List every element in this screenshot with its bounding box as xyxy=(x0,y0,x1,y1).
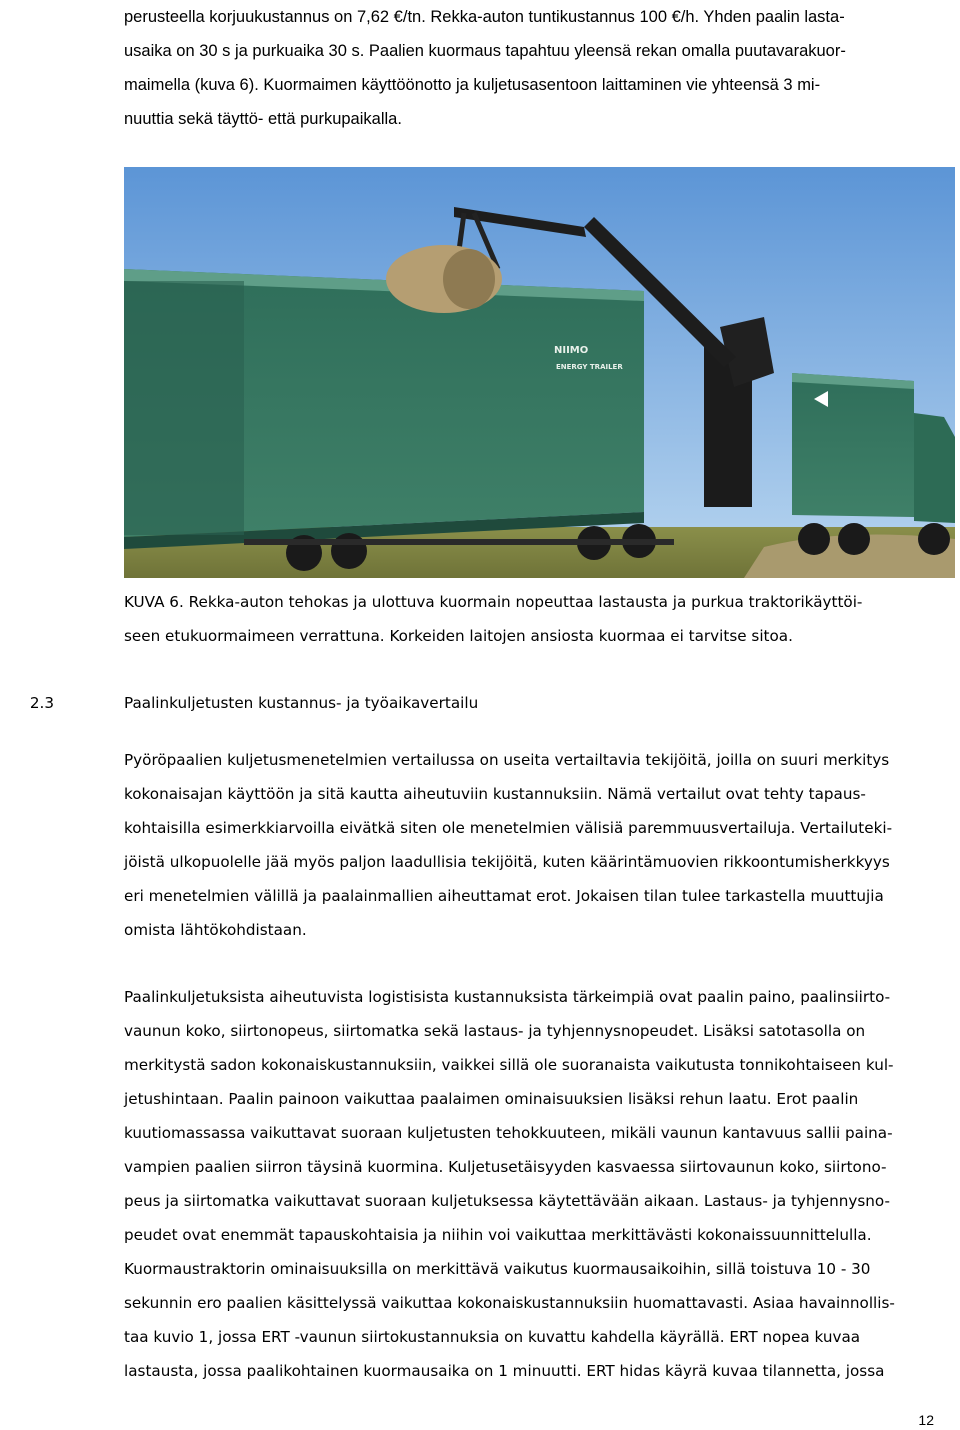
caption-line: KUVA 6. Rekka-auton tehokas ja ulottuva kuormain nopeuttaa lastausta ja purkua traktorikäyttöi- xyxy=(124,593,863,611)
text-line: Kuormaustraktorin ominaisuuksilla on merkittävä vaikutus kuormausaikoihin, sillä toistuva 10 - 30 xyxy=(124,1260,871,1278)
body-paragraph-2 xyxy=(124,980,954,1388)
text-line: lastausta, jossa paalikohtainen kuormausaika on 1 minuutti. ERT hidas käyrä kuvaa tilannetta, jossa xyxy=(124,1362,885,1380)
truck-cab xyxy=(914,413,955,523)
text-line: taa kuvio 1, jossa ERT -vaunun siirtokustannuksia on kuvattu kahdella käyrällä. ERT nopea kuvaa xyxy=(124,1328,861,1346)
section-title: Paalinkuljetusten kustannus- ja työaikavertailu xyxy=(124,694,479,712)
text-line: perusteella korjuukustannus on 7,62 €/tn. Rekka-auton tuntikustannus 100 €/h. Yhden paalin lasta- xyxy=(124,8,845,26)
body-paragraph-1 xyxy=(124,743,954,947)
text-line: jetushintaan. Paalin painoon vaikuttaa paalaimen ominaisuuksien lisäksi rehun laatu. Erot paalin xyxy=(124,1090,859,1108)
text-line: peudet ovat enemmät tapauskohtaisia ja niihin voi vaikuttaa merkittävästi kokonaissuunnittelulla. xyxy=(124,1226,872,1244)
trailer-brand: NIIMO xyxy=(554,345,589,356)
text-line: Paalinkuljetuksista aiheutuvista logistisista kustannuksista tärkeimpiä ovat paalin paino, paalinsiirto- xyxy=(124,988,891,1006)
section-heading xyxy=(29,686,954,720)
text-line: usaika on 30 s ja purkuaika 30 s. Paalien kuormaus tapahtuu yleensä rekan omalla puutavarakuor- xyxy=(124,42,846,60)
text-line: merkitystä sadon kokonaiskustannuksiin, vaikkei sillä ole suoranaista vaikutusta tonnikohtaiseen kul- xyxy=(124,1056,894,1074)
figure-caption xyxy=(124,585,954,653)
chassis xyxy=(244,539,674,545)
text-line: kokonaisajan käyttöön ja sitä kautta aiheutuviin kustannuksiin. Nämä vertailut ovat tehty tapaus- xyxy=(124,785,866,803)
truck-loader-photo xyxy=(124,167,955,578)
intro-paragraph xyxy=(124,0,946,136)
text-line: eri menetelmien välillä ja paalainmallien aiheuttamat erot. Jokaisen tilan tulee tarkastella muuttujia xyxy=(124,887,884,905)
text-line: nuuttia sekä täyttö- että purkupaikalla. xyxy=(124,110,402,128)
text-line: vampien paalien siirron täysinä kuormina. Kuljetusetäisyyden kasvaessa siirtovaunun koko, siirtono- xyxy=(124,1158,887,1176)
text-line: peus ja siirtomatka vaikuttavat suoraan kuljetuksessa käytettävään aikaan. Lastaus- ja tyhjennysno- xyxy=(124,1192,890,1210)
page-number: 12 xyxy=(918,1412,934,1428)
caption-line: seen etukuormaimeen verrattuna. Korkeiden laitojen ansiosta kuormaa ei tarvitse sitoa. xyxy=(124,627,793,645)
text-line: kohtaisilla esimerkkiarvoilla eivätkä siten ole menetelmien välisiä paremmuusvertailuja. Vertailuteki- xyxy=(124,819,893,837)
text-line: kuutiomassassa vaikuttavat suoraan kuljetusten tehokkuuteen, mikäli vaunun kantavuus sallii paina- xyxy=(124,1124,893,1142)
trailer-subtitle: ENERGY TRAILER xyxy=(556,363,623,371)
text-line: omista lähtökohdistaan. xyxy=(124,921,307,939)
truck-box-front xyxy=(792,373,914,517)
text-line: jöistä ulkopuolelle jää myös paljon laadullisia tekijöitä, kuten käärintämuovien rikkoontumisherkkyys xyxy=(124,853,890,871)
text-line: maimella (kuva 6). Kuormaimen käyttöönotto ja kuljetusasentoon laittaminen vie yhteensä 3 mi- xyxy=(124,76,821,94)
section-number: 2.3 xyxy=(29,694,54,712)
text-line: vaunun koko, siirtonopeus, siirtomatka sekä lastaus- ja tyhjennysnopeudet. Lisäksi satotasolla on xyxy=(124,1022,866,1040)
text-line: Pyöröpaalien kuljetusmenetelmien vertailussa on useita vertailtavia tekijöitä, joilla on suuri merkitys xyxy=(124,751,890,769)
text-line: sekunnin ero paalien käsittelyssä vaikuttaa kokonaiskustannuksiin huomattavasti. Asiaa havainnollis- xyxy=(124,1294,895,1312)
